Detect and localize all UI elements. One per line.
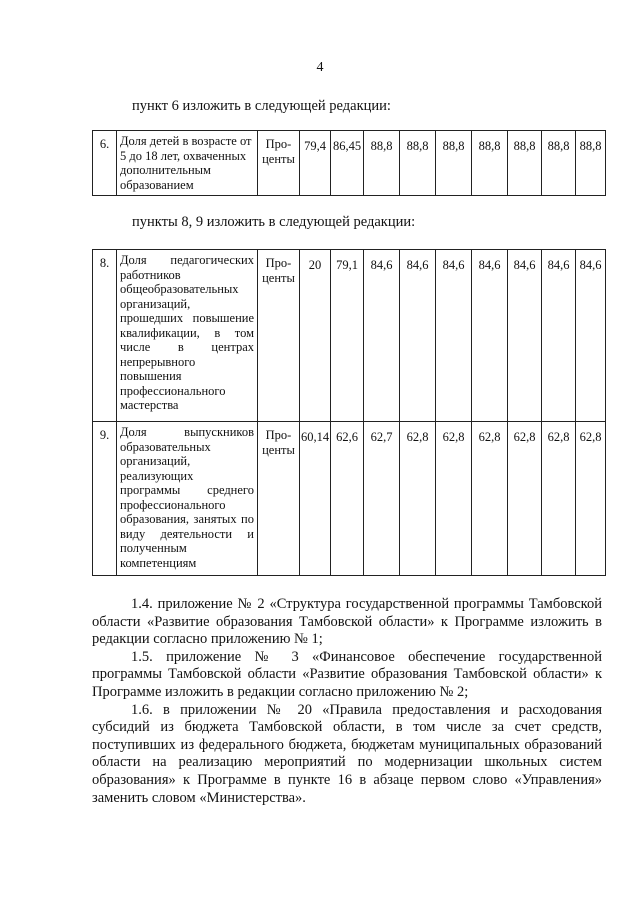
table-row <box>93 131 606 196</box>
value-cell: 62,8 <box>508 422 542 576</box>
value-cell: 60,14 <box>300 422 331 576</box>
value-cell: 62,8 <box>472 422 508 576</box>
indicator-name: Доля детей в возрасте от 5 до 18 лет, охваченных дополнительным образованием <box>117 131 258 196</box>
value-cell: 62,7 <box>364 422 400 576</box>
table-row <box>93 250 606 422</box>
value-cell: 84,6 <box>436 250 472 422</box>
value-cell: 88,8 <box>400 131 436 196</box>
value-cell: 20 <box>300 250 331 422</box>
value-cell: 62,8 <box>542 422 576 576</box>
body-text <box>92 596 602 807</box>
row-number: 8. <box>93 250 117 422</box>
unit-cell: Про-центы <box>258 422 300 576</box>
value-cell: 84,6 <box>508 250 542 422</box>
value-cell: 86,45 <box>331 131 364 196</box>
value-cell: 84,6 <box>400 250 436 422</box>
indicator-name: Доля выпускников образовательных организаций, реализующих программы среднего профессионального образования, занятых по виду деятельности и полученным компетенциям <box>117 422 258 576</box>
value-cell: 88,8 <box>576 131 606 196</box>
value-cell: 88,8 <box>542 131 576 196</box>
value-cell: 79,4 <box>300 131 331 196</box>
table-row <box>93 422 606 576</box>
value-cell: 88,8 <box>364 131 400 196</box>
value-cell: 62,8 <box>436 422 472 576</box>
paragraph-1-4: 1.4. приложение № 2 «Структура государственной программы Тамбовской области «Развитие образования Тамбовской области» к Программе изложить в редакции согласно приложению № 1; <box>92 596 602 648</box>
unit-cell: Про-центы <box>258 250 300 422</box>
unit-cell: Про-центы <box>258 131 300 196</box>
value-cell: 88,8 <box>508 131 542 196</box>
indicator-name: Доля педагогических работников общеобразовательных организаций, прошедших повышение квалификации, в том числе в центрах непрерывного повышения профессионального мастерства <box>117 250 258 422</box>
value-cell: 62,8 <box>576 422 606 576</box>
value-cell: 62,8 <box>400 422 436 576</box>
indicator-table-items-8-9 <box>92 249 606 576</box>
value-cell: 88,8 <box>472 131 508 196</box>
value-cell: 84,6 <box>576 250 606 422</box>
indicator-table-item-6 <box>92 130 606 196</box>
row-number: 9. <box>93 422 117 576</box>
row-number: 6. <box>93 131 117 196</box>
value-cell: 84,6 <box>364 250 400 422</box>
value-cell: 84,6 <box>542 250 576 422</box>
value-cell: 79,1 <box>331 250 364 422</box>
paragraph-1-6: 1.6. в приложении № 20 «Правила предоставления и расходования субсидий из бюджета Тамбовской области, в том числе за счет средств, поступивших из федерального бюджета, бюджетам муниципальных образований области на реализацию мероприятий по модернизации школьных систем образования» к Программе в пункте 16 в абзаце первом слово «Управления» заменить словом «Министерства». <box>92 701 602 806</box>
value-cell: 62,6 <box>331 422 364 576</box>
heading-items-8-9: пункты 8, 9 изложить в следующей редакции: <box>132 214 416 230</box>
value-cell: 84,6 <box>472 250 508 422</box>
value-cell: 88,8 <box>436 131 472 196</box>
paragraph-1-5: 1.5. приложение № 3 «Финансовое обеспечение государственной программы Тамбовской области «Развитие образования Тамбовской области» к Программе изложить в редакции согласно приложению № 2; <box>92 648 602 700</box>
heading-item-6: пункт 6 изложить в следующей редакции: <box>132 98 391 114</box>
page-number: 4 <box>316 60 324 75</box>
